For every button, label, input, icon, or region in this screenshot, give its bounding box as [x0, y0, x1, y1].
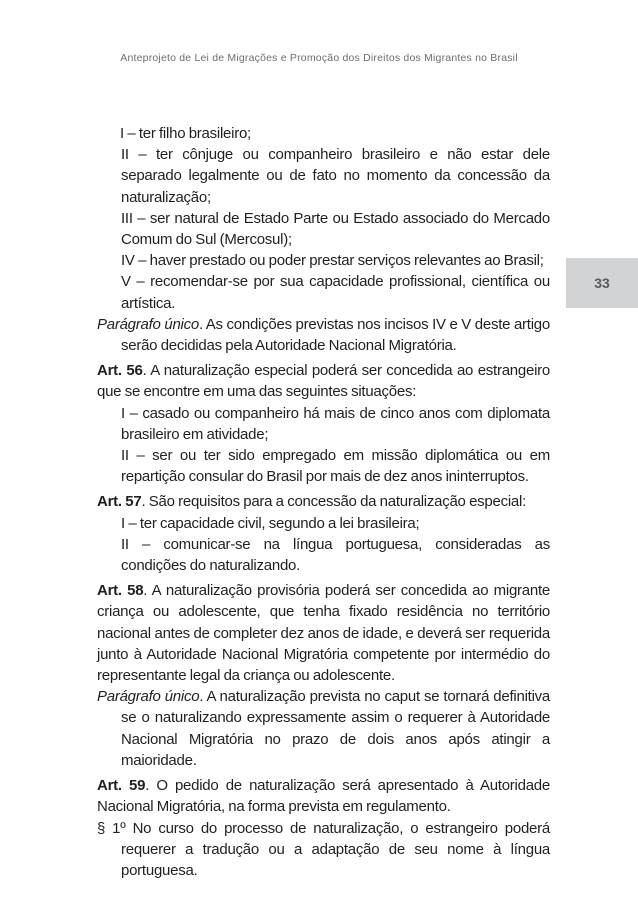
inciso-v: V – recomendar-se por sua capacidade profissional, científica ou artística. [121, 273, 550, 312]
article-57-label: Art. 57 [97, 493, 142, 511]
article-56-inciso-ii: II – ser ou ter sido empregado em missão diplomática ou em repartição consular do Brasil por mais de dez anos ininterruptos. [121, 447, 550, 486]
article-57 [97, 491, 550, 512]
running-header: Anteprojeto de Lei de Migrações e Promoção dos Direitos dos Migrantes no Brasil [120, 52, 518, 64]
article-59-label: Art. 59 [97, 777, 146, 795]
article-57-inciso-ii: II – comunicar-se na língua portuguesa, consideradas as condições do naturalizando. [121, 535, 550, 575]
article-58 [97, 580, 550, 686]
article-56-inciso-i: I – casado ou companheiro há mais de cinco anos com diplomata brasileiro em atividade; [121, 404, 550, 443]
body-text [97, 123, 550, 881]
article-57-inciso-i: I – ter capacidade civil, segundo a lei brasileira; [121, 514, 420, 532]
paragrafo-unico [97, 314, 550, 356]
article-59 [97, 775, 550, 817]
inciso-iii: III – ser natural de Estado Parte ou Estado associado do Mercado Comum do Sul (Mercosul); [121, 209, 550, 249]
inciso-iv: IV – haver prestado ou poder prestar serviços relevantes ao Brasil; [121, 252, 544, 270]
article-59-paragraph-1: § 1º No curso do processo de naturalização, o estrangeiro poderá requerer a tradução ou a adaptação de seu nome à língua portuguesa. [97, 819, 550, 879]
article-58-paragrafo-text: . A naturalização prevista no caput se tornará definitiva se o naturalizando expressamente assim o requerer à Autoridade Nacional Migratória no prazo de dois anos após atingir a maioridade. [121, 688, 550, 769]
article-58-label: Art. 58 [97, 582, 144, 600]
article-57-text: . São requisitos para a concessão da naturalização especial: [141, 493, 527, 511]
article-56-text: . A naturalização especial poderá ser concedida ao estrangeiro que se encontre em uma das seguintes situações: [97, 362, 550, 401]
page-number-tab [566, 258, 638, 308]
paragrafo-unico-text: . As condições previstas nos incisos IV e V deste artigo serão decididas pela Autoridade Nacional Migratória. [121, 315, 550, 355]
page-number: 33 [594, 275, 610, 291]
article-56-label: Art. 56 [97, 362, 143, 380]
article-59-text: . O pedido de naturalização será apresentado à Autoridade Nacional Migratória, na forma prevista em regulamento. [97, 777, 550, 816]
inciso-ii: II – ter cônjuge ou companheiro brasileiro e não estar dele separado legalmente ou de fato no momento da concessão da naturalização; [121, 146, 550, 206]
article-58-paragrafo-unico [97, 686, 550, 771]
article-56 [97, 360, 550, 402]
inciso-i: I – ter filho brasileiro; [120, 125, 251, 142]
article-58-text: . A naturalização provisória poderá ser concedida ao migrante criança ou adolescente, que tenha fixado residência no território nacional antes de completer dez anos de idade, e deverá ser requerida junto à Autoridade Nacional Migratória competente por intermédio do representante legal da criança ou adolescente. [97, 582, 550, 685]
paragrafo-unico-label: Parágrafo único [97, 315, 199, 333]
article-58-paragrafo-label: Parágrafo único [97, 688, 200, 706]
